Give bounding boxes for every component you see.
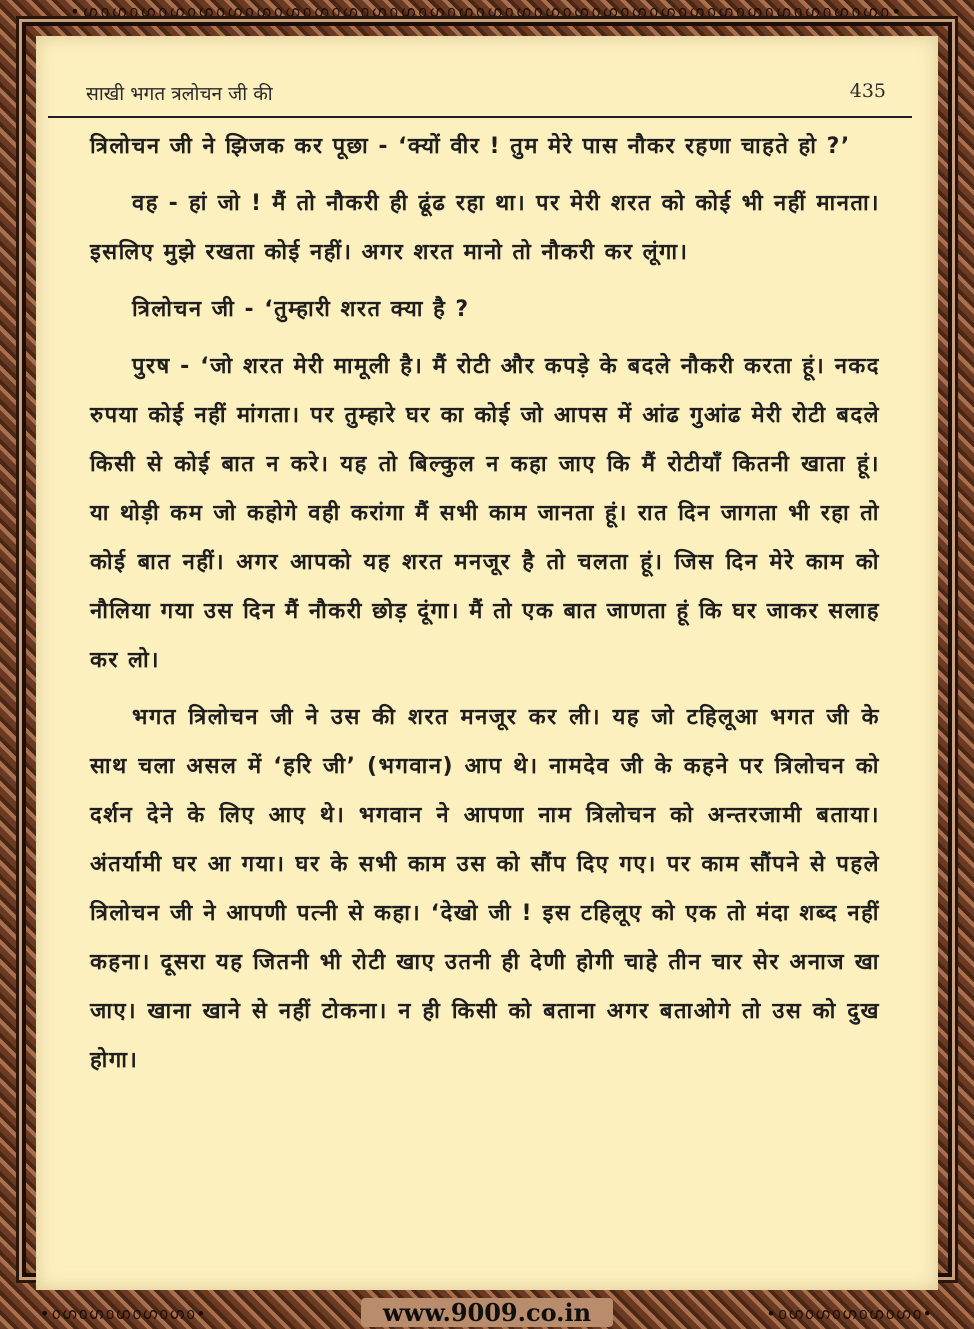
footer-ornament-right: •൦ഗ൦ഗ൦ഗ൦ഗ൦ഗ൦•	[766, 1304, 934, 1323]
website-link[interactable]: www.9009.co.in	[361, 1298, 613, 1327]
page-number: 435	[849, 80, 886, 102]
book-page	[36, 36, 938, 1290]
running-title: साखी भगत त्रलोचन जी की	[86, 83, 273, 105]
paragraph-3: त्रिलोचन जी - ‘तुम्हारी शरत क्या है ?	[132, 297, 470, 322]
page-body	[90, 122, 880, 1093]
top-border-ornament: •ഗ൦ഗ൦ഗ൦ഗ൦ഗ൦ഗ൦ഗ൦ഗ൦ഗ൦ഗ൦ഗ൦ഗ൦ഗ൦ഗ൦ഗ൦ഗ൦ഗ൦ഗ൦ഗ൦ഗ൦ഗ൦ഗ൦ഗ൦ഗ൦ഗ൦ഗ൦ഗ൦ഗ൦•	[70, 2, 904, 21]
page-header	[86, 80, 886, 114]
paragraph-4: पुरष - ‘जो शरत मेरी मामूली है। मैं रोटी और कपड़े के बदले नौकरी करता हूं। नकद रुपया कोई नहीं मांगता। पर तुम्हारे घर का कोई जो आपस में आंढ गुआंढ मेरी रोटी बदले किसी से कोई बात न करे। यह तो बिल्कुल न कहा जाए कि मैं रोटीयाँ कितनी खाता हूं। या थोड़ी कम जो कहोगे वही करांगा मैं सभी काम जानता हूं। रात दिन जागता भी रहा तो कोई बात नहीं। अगर आपको यह शरत मनजूर है तो चलता हूं। जिस दिन मेरे काम को नौलिया गया उस दिन मैं नौकरी छोड़ दूंगा। मैं तो एक बात जाणता हूं कि घर जाकर सलाह कर लो।	[90, 354, 880, 673]
paragraph-1: त्रिलोचन जी ने झिजक कर पूछा - ‘क्यों वीर ! तुम मेरे पास नौकर रहणा चाहते हो ?’	[90, 134, 851, 159]
paragraph-2: वह - हां जो ! मैं तो नौकरी ही ढूंढ रहा था। पर मेरी शरत को कोई भी नहीं मानता। इसलिए मुझे रखता कोई नहीं। अगर शरत मानो तो नौकरी कर लूंगा।	[90, 191, 880, 265]
header-rule	[48, 116, 912, 118]
paragraph-5: भगत त्रिलोचन जी ने उस की शरत मनजूर कर ली। यह जो टहिलूआ भगत जी के साथ चला असल में ‘हरि जी’ (भगवान) आप थे। नामदेव जी के कहने पर त्रिलोचन को दर्शन देने के लिए आए थे। भगवान ने आपणा नाम त्रिलोचन को अन्तरजामी बताया। अंतर्यामी घर आ गया। घर के सभी काम उस को सौंप दिए गए। पर काम सौंपने से पहले त्रिलोचन जी ने आपणी पत्नी से कहा। ‘देखो जी ! इस टहिलूए को एक तो मंदा शब्द नहीं कहना। दूसरा यह जितनी भी रोटी खाए उतनी ही देणी होगी चाहे तीन चार सेर अनाज खा जाए। खाना खाने से नहीं टोकना। न ही किसी को बताना अगर बताओगे तो उस को दुख होगा।	[90, 705, 880, 1073]
footer-ornament-left: •൦ഗ൦ഗ൦ഗ൦ഗ൦ഗ൦•	[40, 1304, 208, 1323]
page-footer	[0, 1296, 974, 1329]
